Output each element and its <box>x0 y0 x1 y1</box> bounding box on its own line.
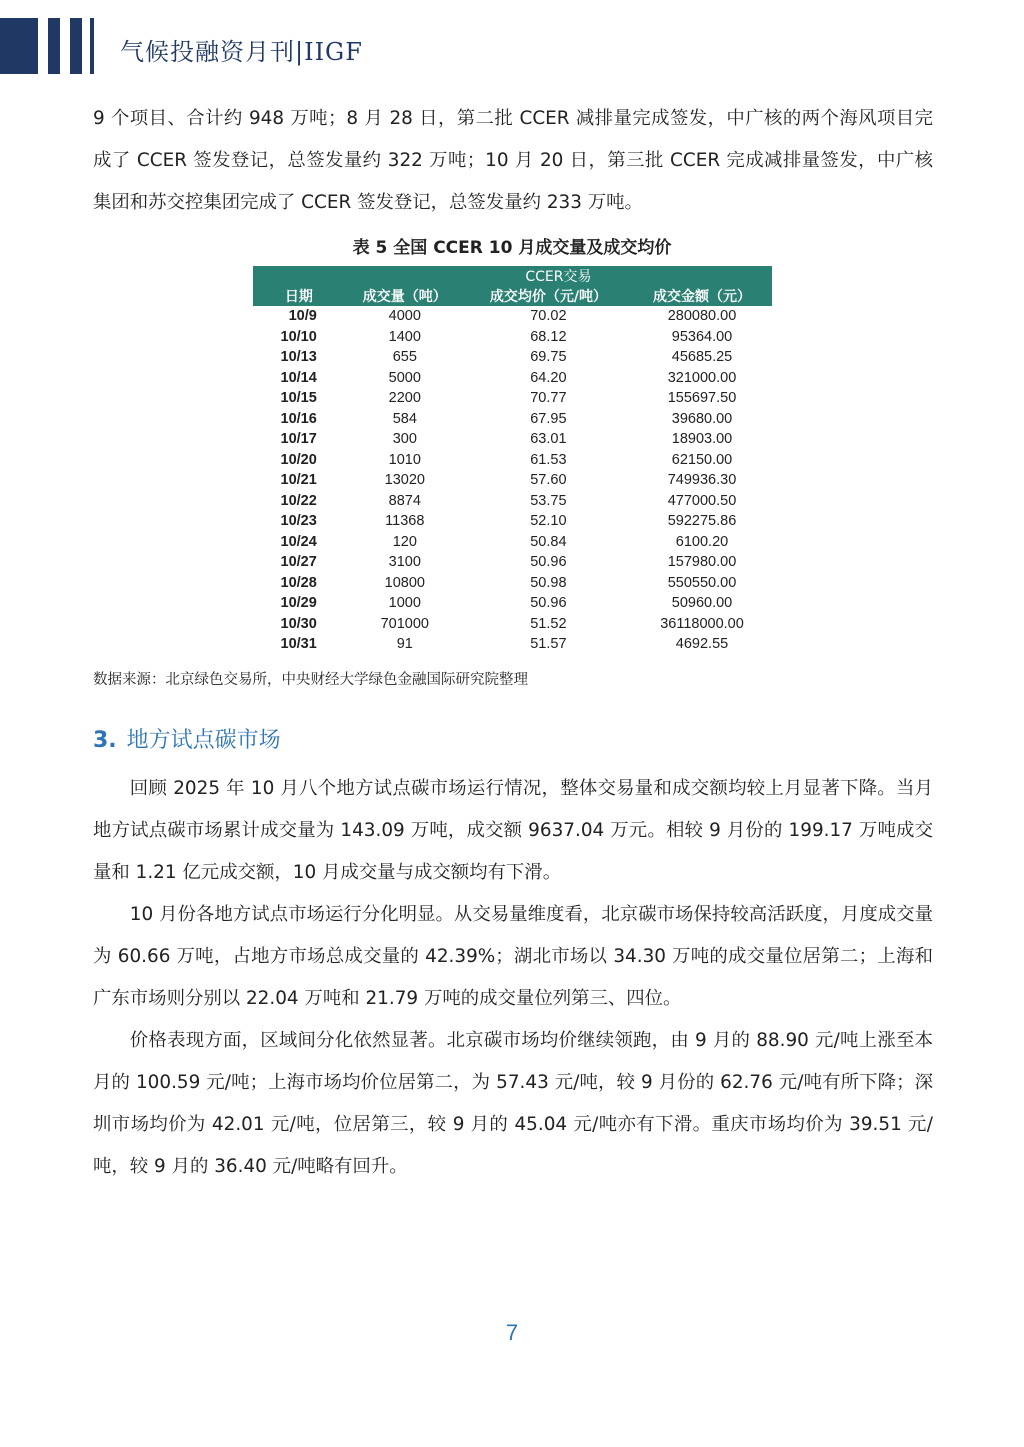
table-row <box>253 409 772 430</box>
body-paragraph: 价格表现方面，区域间分化依然显著。北京碳市场均价继续领跑，由 9 月的 88.90 元/吨上涨至本月的 100.59 元/吨；上海市场均价位居第二，为 57.43 元/吨，较 9 月份的 62.76 元/吨有所下降；深圳市场均价为 42.01 元/吨，位居第三，较 9 月的 45.04 元/吨亦有下滑。重庆市场均价为 39.51 元/吨，较 9 月的 36.40 元/吨略有回升。 <box>93 1030 933 1177</box>
amount-cell: 155697.50 <box>667 390 737 407</box>
amount-cell: 95364.00 <box>671 328 733 345</box>
amount-cell: 18903.00 <box>671 431 733 448</box>
date-cell: 10/21 <box>280 472 317 489</box>
date-cell: 10/13 <box>280 349 317 366</box>
price-cell: 50.96 <box>530 554 567 571</box>
table-row <box>253 634 772 655</box>
amount-cell: 6100.20 <box>675 533 729 550</box>
column-header: 日期 <box>253 286 345 306</box>
amount-cell: 592275.86 <box>667 513 737 530</box>
amount-cell: 45685.25 <box>671 349 733 366</box>
intro-paragraph: 9 个项目、合计约 948 万吨；8 月 28 日，第二批 CCER 减排量完成签发，中广核的两个海风项目完成了 CCER 签发登记，总签发量约 322 万吨；10 月 20 日，第三批 CCER 完成减排量签发，中广核集团和苏交控集团完成了 CCER 签发登记，总签发量约 233 万吨。 <box>93 108 933 213</box>
date-cell: 10/28 <box>280 574 317 591</box>
date-cell: 10/14 <box>280 369 317 386</box>
date-cell: 10/29 <box>280 595 317 612</box>
amount-cell: 550550.00 <box>667 574 737 591</box>
date-cell: 10/16 <box>280 410 317 427</box>
volume-cell: 1400 <box>388 328 421 345</box>
table-row <box>253 429 772 450</box>
price-cell: 50.96 <box>530 595 567 612</box>
amount-cell: 321000.00 <box>667 369 737 386</box>
column-header: 成交金额（元） <box>632 286 772 306</box>
table-row <box>253 327 772 348</box>
volume-cell: 1000 <box>388 595 421 612</box>
price-cell: 70.77 <box>530 390 567 407</box>
volume-cell: 1010 <box>388 451 421 468</box>
amount-cell: 4692.55 <box>675 636 729 653</box>
date-cell: 10/27 <box>280 554 317 571</box>
price-cell: 51.57 <box>530 636 567 653</box>
price-cell: 61.53 <box>530 451 567 468</box>
date-cell: 10/20 <box>280 451 317 468</box>
volume-cell: 584 <box>392 410 417 427</box>
price-cell: 67.95 <box>530 410 567 427</box>
section-title: 地方试点碳市场 <box>126 728 281 753</box>
section-heading <box>93 723 281 754</box>
date-cell: 10/23 <box>280 513 317 530</box>
price-cell: 63.01 <box>530 431 567 448</box>
price-cell: 69.75 <box>530 349 567 366</box>
price-cell: 64.20 <box>530 369 567 386</box>
price-cell: 50.84 <box>530 533 567 550</box>
date-cell: 10/10 <box>280 328 317 345</box>
table-row <box>253 347 772 368</box>
date-cell: 10/31 <box>280 636 317 653</box>
table-row <box>253 388 772 409</box>
table-row <box>253 573 772 594</box>
date-cell: 10/15 <box>280 390 317 407</box>
date-cell: 10/17 <box>280 431 317 448</box>
price-cell: 68.12 <box>530 328 567 345</box>
table-source: 数据来源：北京绿色交易所，中央财经大学绿色金融国际研究院整理 <box>93 672 528 688</box>
volume-cell: 2200 <box>388 390 421 407</box>
table-row <box>253 511 772 532</box>
volume-cell: 655 <box>392 349 417 366</box>
volume-cell: 10800 <box>384 574 425 591</box>
table-row <box>253 450 772 471</box>
volume-cell: 8874 <box>388 492 421 509</box>
table-row <box>253 470 772 491</box>
column-header: 成交量（吨） <box>345 286 465 306</box>
table-row <box>253 306 772 327</box>
volume-cell: 3100 <box>388 554 421 571</box>
header-title: 气候投融资月刊|IIGF <box>120 38 363 66</box>
table-caption: 表 5 全国 CCER 10 月成交量及成交均价 <box>352 238 672 258</box>
table-row <box>253 532 772 553</box>
page-number: 7 <box>505 1320 519 1345</box>
body-paragraph: 10 月份各地方试点市场运行分化明显。从交易量维度看，北京碳市场保持较高活跃度，月度成交量为 60.66 万吨，占地方市场总成交量的 42.39%；湖北市场以 34.30 万吨的成交量位居第二；上海和广东市场则分别以 22.04 万吨和 21.79 万吨的成交量位列第三、四位。 <box>93 904 933 1009</box>
price-cell: 53.75 <box>530 492 567 509</box>
volume-cell: 300 <box>392 431 417 448</box>
volume-cell: 5000 <box>388 369 421 386</box>
price-cell: 50.98 <box>530 574 567 591</box>
volume-cell: 11368 <box>385 513 425 530</box>
amount-cell: 477000.50 <box>667 492 737 509</box>
volume-cell: 91 <box>396 636 413 653</box>
date-cell: 10/9 <box>288 308 317 325</box>
volume-cell: 13020 <box>384 472 425 489</box>
table-group-header: CCER交易 <box>345 266 772 286</box>
amount-cell: 280080.00 <box>667 308 737 325</box>
table-row <box>253 614 772 635</box>
body-paragraph: 回顾 2025 年 10 月八个地方试点碳市场运行情况，整体交易量和成交额均较上月显著下降。当月地方试点碳市场累计成交量为 143.09 万吨，成交额 9637.04 万元。相较 9 月份的 199.17 万吨成交量和 1.21 亿元成交额，10 月成交量与成交额均有下滑。 <box>93 778 933 883</box>
amount-cell: 749936.30 <box>667 472 737 489</box>
section-number: 3. <box>93 728 117 753</box>
volume-cell: 701000 <box>380 615 429 632</box>
date-cell: 10/30 <box>280 615 317 632</box>
volume-cell: 4000 <box>388 308 421 325</box>
table-row <box>253 552 772 573</box>
volume-cell: 120 <box>392 533 417 550</box>
price-cell: 70.02 <box>530 308 567 325</box>
price-cell: 52.10 <box>530 513 567 530</box>
ccer-table <box>253 266 772 655</box>
price-cell: 51.52 <box>530 615 567 632</box>
amount-cell: 50960.00 <box>671 595 733 612</box>
table-row <box>253 368 772 389</box>
price-cell: 57.60 <box>530 472 567 489</box>
date-cell: 10/24 <box>280 533 317 550</box>
amount-cell: 39680.00 <box>671 410 733 427</box>
table-row <box>253 491 772 512</box>
date-cell: 10/22 <box>280 492 317 509</box>
column-header: 成交均价（元/吨） <box>465 286 632 306</box>
amount-cell: 157980.00 <box>667 554 737 571</box>
amount-cell: 62150.00 <box>671 451 733 468</box>
amount-cell: 36118000.00 <box>660 615 744 632</box>
table-row <box>253 593 772 614</box>
